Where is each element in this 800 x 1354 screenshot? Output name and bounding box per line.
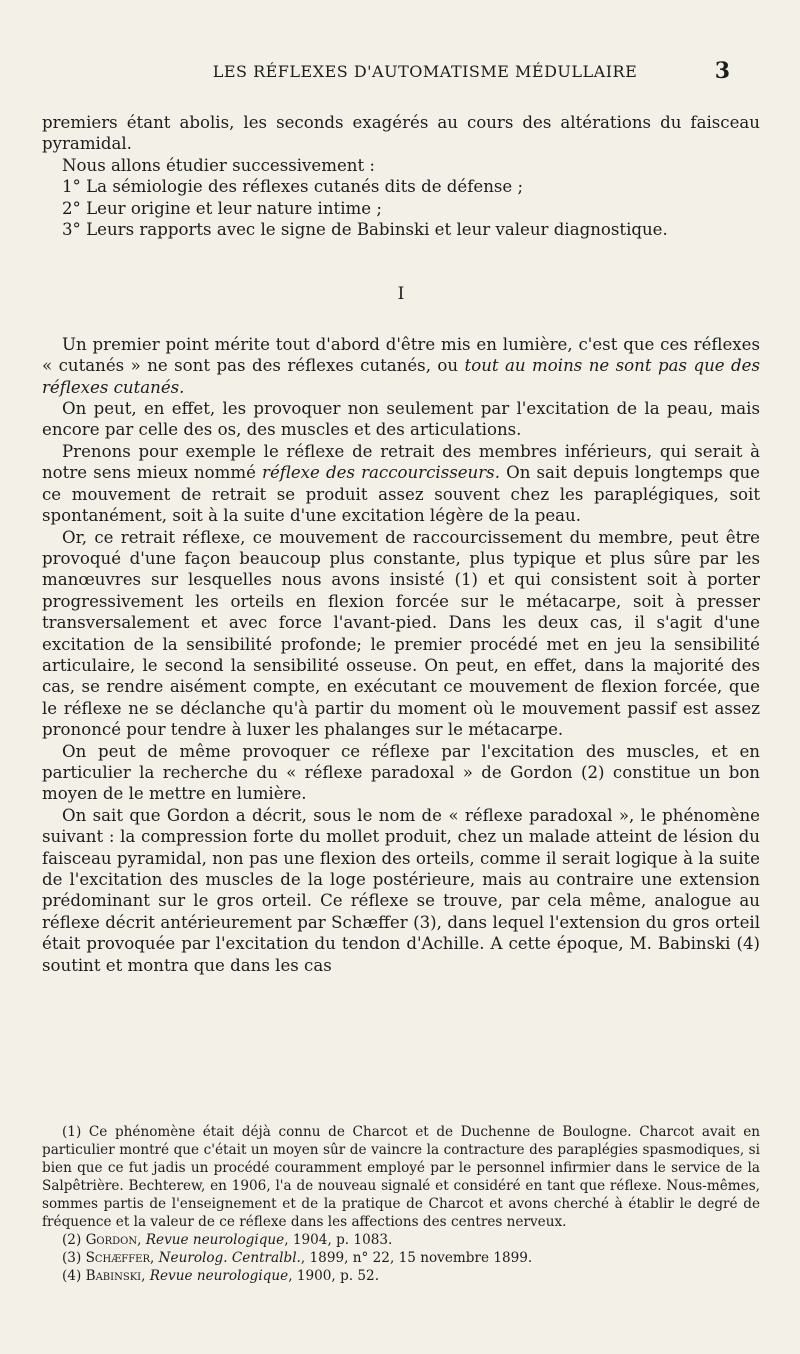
footnote-reference: , 1900, p. 52.	[288, 1268, 380, 1284]
paragraph: Or, ce retrait réflexe, ce mouvement de raccourcissement du membre, peut être provoqué d'une façon beaucoup plus constante, plus typique et plus sûre par les manœuvres sur lesquelles nous avons insisté (1) et qui consistent soit à porter progressivement les orteils en flexion forcée sur le métacarpe, soit à presser transversalement et avec force l'avant-pied. Dans les deux cas, il s'agit d'une excitation de la sensibilité profonde; le premier procédé met en jeu la sensibilité articulaire, le second la sensibilité osseuse. On peut, en effet, dans la majorité des cas, se rendre aisément compte, en exécutant ce mouvement de flexion forcée, que le réflexe ne se déclanche qu'à partir du moment où le mouvement passif est assez prononcé pour tendre à luxer les phalanges sur le métacarpe.	[42, 527, 760, 740]
footnote-journal: Revue neurologique	[149, 1268, 289, 1284]
paragraph: Nous allons étudier successivement :	[62, 155, 376, 175]
footnote-separator: ,	[141, 1268, 150, 1284]
page-number: 3	[714, 58, 730, 84]
footnote-number: (3)	[62, 1250, 86, 1266]
paragraph	[42, 441, 760, 527]
footnote-separator: ,	[137, 1232, 146, 1248]
footnote-separator: ,	[149, 1250, 159, 1266]
body-text	[42, 112, 760, 976]
footnote-author: Babinski	[85, 1268, 142, 1284]
footnote-author: Gordon	[85, 1232, 138, 1248]
paragraph-text: On sait depuis longtemps que ce mouvement de retrait se produit assez souvent chez les paraplégiques, soit spontanément, soit à la suite d'une excitation légère de la peau.	[42, 463, 760, 526]
section-number: I	[397, 284, 405, 305]
footnote-number: (4)	[62, 1268, 86, 1284]
list-item: 2° Leur origine et leur nature intime ;	[62, 198, 382, 218]
footnotes	[42, 1123, 760, 1285]
footnote	[42, 1267, 760, 1285]
running-title: LES RÉFLEXES D'AUTOMATISME MÉDULLAIRE	[212, 62, 638, 81]
paragraph-text: Prenons pour exemple le réflexe de retrait des membres inférieurs, qui serait à notre sens mieux nommé	[42, 441, 760, 483]
paragraph	[42, 334, 760, 398]
footnote-journal: Neurolog. Centralbl.	[158, 1250, 301, 1266]
footnote-journal: Revue neurologique	[145, 1232, 285, 1248]
footnote	[42, 1231, 760, 1249]
paragraph: On peut, en effet, les provoquer non seulement par l'excitation de la peau, mais encore par celle des os, des muscles et des articulations.	[42, 399, 760, 440]
list-item: 3° Leurs rapports avec le signe de Babinski et leur valeur diagnostique.	[62, 220, 668, 240]
footnote-author: Schæffer	[85, 1250, 150, 1266]
paragraph: On peut de même provoquer ce réflexe par l'excitation des muscles, et en particulier la recherche du « réflexe paradoxal » de Gordon (2) constitue un bon moyen de le mettre en lumière.	[42, 741, 760, 804]
emphasis: tout au moins ne sont pas que des réflexes cutanés.	[42, 356, 760, 397]
footnote	[42, 1249, 760, 1267]
footnote-number: (2)	[62, 1232, 86, 1248]
emphasis: réflexe des raccourcisseurs.	[262, 463, 500, 483]
paragraph: premiers étant abolis, les seconds exagérés au cours des altérations du faisceau pyramidal.	[42, 113, 760, 154]
footnote-reference: , 1904, p. 1083.	[284, 1232, 393, 1248]
paragraph: On sait que Gordon a décrit, sous le nom de « réflexe paradoxal », le phénomène suivant : la compression forte du mollet produit, chez un malade atteint de lésion du faisceau pyramidal, non pas une flexion des orteils, comme il serait logique à la suite de l'excitation des muscles de la loge postérieure, mais au contraire une extension prédominant sur le gros orteil. Ce réflexe se trouve, par cela même, analogue au réflexe décrit antérieurement par Schæffer (3), dans lequel l'extension du gros orteil était provoquée par l'excitation du tendon d'Achille. A cette époque, M. Babinski (4) soutint et montra que dans les cas	[42, 805, 760, 975]
footnote: (1) Ce phénomène était déjà connu de Charcot et de Duchenne de Boulogne. Charcot avait en particulier montré que c'était un moyen sûr de vaincre la contracture des paraplégies spasmodiques, si bien que ce fut jadis un procédé couramment employé par le personnel infirmier dans le service de la Salpêtrière. Bechterew, en 1906, l'a de nouveau signalé et considéré en tant que réflexe. Nous-mêmes, sommes partis de l'enseignement et de la pratique de Charcot et avons cherché à établir le degré de fréquence et la valeur de ce réflexe dans les affections des centres nerveux.	[42, 1124, 760, 1230]
footnote-reference: , 1899, n° 22, 15 novembre 1899.	[300, 1250, 533, 1266]
list-item: 1° La sémiologie des réflexes cutanés dits de défense ;	[62, 177, 524, 197]
paragraph-text: Un premier point mérite tout d'abord d'être mis en lumière, c'est que ces réflexes « cutanés » ne sont pas des réflexes cutanés, ou	[42, 334, 760, 376]
